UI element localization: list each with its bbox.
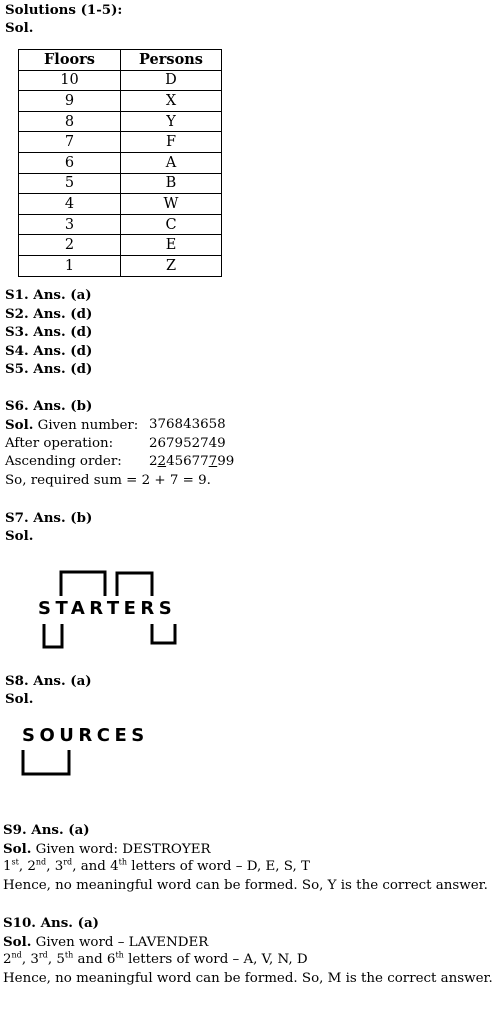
s8-sol-label: Sol. [5, 691, 34, 707]
s6-after-label: After operation: [5, 436, 114, 451]
floor-cell: 2 [19, 235, 121, 256]
s7-sol-label: Sol. [5, 528, 34, 544]
s8-word-sources: SOURCES [22, 725, 149, 746]
s9-positions: 1st, 2nd, 3rd, and 4th letters of word – D, E, S, T [3, 857, 310, 874]
floor-cell: 7 [19, 132, 121, 153]
person-cell: B [121, 173, 222, 194]
sol-label: Sol. [5, 20, 34, 36]
answer-s5: S5. Ans. (d) [5, 361, 93, 377]
floor-cell: 1 [19, 255, 121, 276]
bracket-s8 [23, 750, 69, 774]
answer-s3: S3. Ans. (d) [5, 324, 93, 340]
answer-s7: S7. Ans. (b) [5, 510, 93, 526]
s7-word-starters: STARTERS [38, 598, 177, 619]
s6-asc-label: Ascending order: [5, 454, 122, 469]
floor-cell: 6 [19, 152, 121, 173]
column-header-floors: Floors [19, 50, 121, 71]
floor-cell: 3 [19, 214, 121, 235]
column-header-persons: Persons [121, 50, 222, 71]
answer-s9: S9. Ans. (a) [3, 822, 90, 838]
s6-given-value: 376843658 [149, 417, 226, 432]
person-cell: Y [121, 111, 222, 132]
s10-conclusion: Hence, no meaningful word can be formed. So, M is the correct answer. [3, 971, 493, 986]
answer-s4: S4. Ans. (d) [5, 343, 93, 359]
answer-s1: S1. Ans. (a) [5, 287, 92, 303]
s10-given: Sol. Given word – LAVENDER [3, 934, 209, 950]
s6-asc-value: 2245677799 [149, 454, 235, 469]
answer-s6: S6. Ans. (b) [5, 398, 93, 414]
floor-cell: 4 [19, 194, 121, 215]
s10-positions: 2nd, 3rd, 5th and 6th letters of word – A, V, N, D [3, 950, 308, 967]
s6-given-label: Given number: [33, 418, 139, 433]
s6-after-value: 267952749 [149, 436, 226, 451]
s6-sol-label: Sol. [5, 417, 34, 433]
s9-given: Sol. Given word: DESTROYER [3, 841, 211, 857]
person-cell: Z [121, 255, 222, 276]
answer-s10: S10. Ans. (a) [3, 915, 99, 931]
person-cell: F [121, 132, 222, 153]
answer-s8: S8. Ans. (a) [5, 673, 92, 689]
person-cell: C [121, 214, 222, 235]
person-cell: W [121, 194, 222, 215]
floor-cell: 5 [19, 173, 121, 194]
floor-cell: 9 [19, 91, 121, 112]
bracket-bottom-right [152, 624, 175, 643]
s6-conclusion: So, required sum = 2 + 7 = 9. [5, 473, 211, 488]
person-cell: X [121, 91, 222, 112]
solutions-heading: Solutions (1-5): [5, 2, 123, 18]
floor-cell: 8 [19, 111, 121, 132]
person-cell: A [121, 152, 222, 173]
answer-s2: S2. Ans. (d) [5, 306, 93, 322]
person-cell: E [121, 235, 222, 256]
bracket-top-right [117, 573, 152, 596]
s9-conclusion: Hence, no meaningful word can be formed. So, Y is the correct answer. [3, 878, 488, 893]
floor-cell: 10 [19, 70, 121, 91]
bracket-top-left [61, 572, 105, 596]
person-cell: D [121, 70, 222, 91]
bracket-bottom-left [44, 624, 62, 647]
